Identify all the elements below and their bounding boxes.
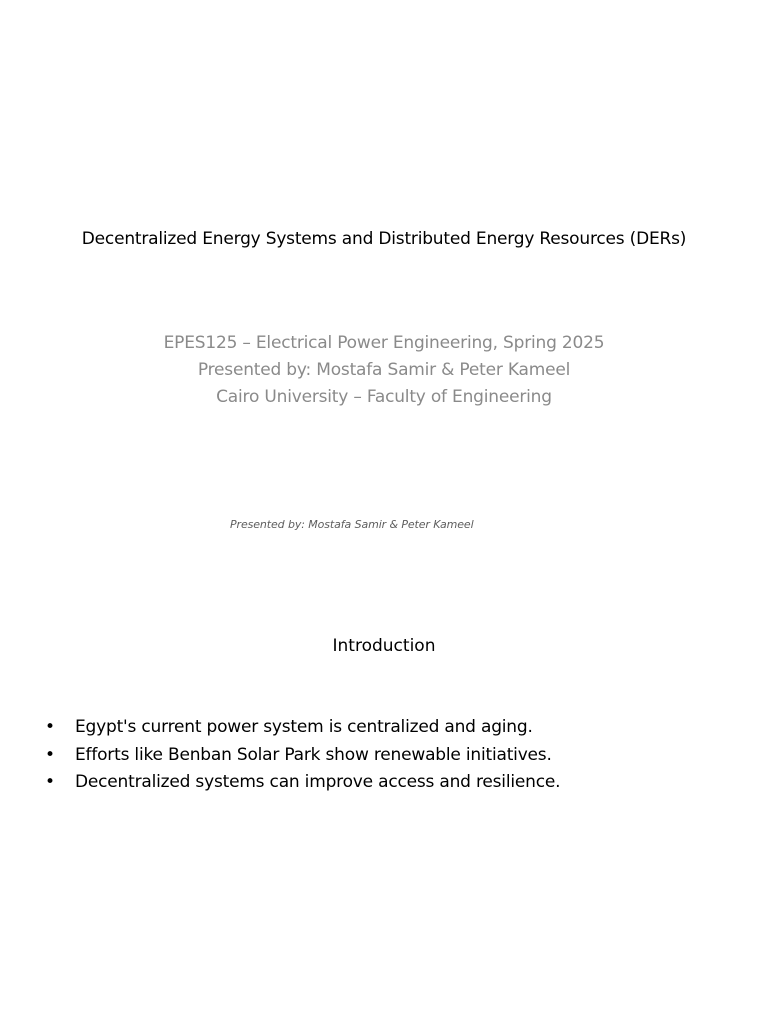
list-item bbox=[40, 714, 560, 742]
presenters-line: Presented by: Mostafa Samir & Peter Kameel bbox=[197, 360, 571, 380]
footer-note: Presented by: Mostafa Samir & Peter Kameel bbox=[230, 518, 474, 531]
bullet-text: Efforts like Benban Solar Park show renewable initiatives. bbox=[75, 744, 552, 765]
bullet-text: Egypt's current power system is centralized and aging. bbox=[75, 717, 533, 737]
bullet-list bbox=[40, 714, 560, 797]
bullet-marker: • bbox=[45, 772, 55, 792]
institution-line: Cairo University – Faculty of Engineering bbox=[216, 387, 552, 407]
course-line: EPES125 – Electrical Power Engineering, Spring 2025 bbox=[163, 333, 605, 353]
list-item bbox=[40, 769, 560, 797]
bullet-text: Decentralized systems can improve access and resilience. bbox=[75, 772, 561, 792]
bullet-marker: • bbox=[45, 744, 55, 765]
list-item bbox=[40, 742, 560, 770]
slide-title: Decentralized Energy Systems and Distributed Energy Resources (DERs) bbox=[81, 229, 687, 249]
slide-subtitle bbox=[0, 330, 768, 411]
section-heading: Introduction bbox=[332, 636, 436, 656]
bullet-marker: • bbox=[45, 717, 55, 737]
